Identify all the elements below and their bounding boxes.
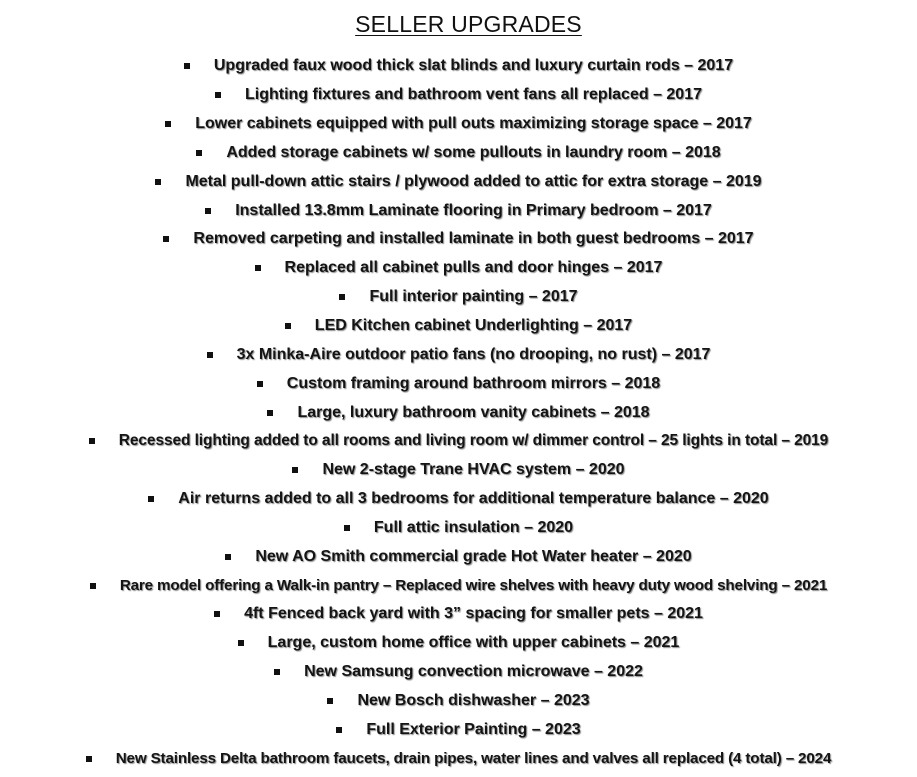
list-item: [0, 398, 917, 427]
square-bullet-icon: [205, 208, 211, 214]
square-bullet-icon: [215, 92, 221, 98]
square-bullet-icon: [148, 496, 154, 502]
square-bullet-icon: [214, 611, 220, 617]
square-bullet-icon: [90, 583, 96, 589]
square-bullet-icon: [165, 121, 171, 127]
list-item: [0, 369, 917, 398]
list-item-text: Custom framing around bathroom mirrors – 2018: [286, 374, 661, 392]
list-item-text: LED Kitchen cabinet Underlighting – 2017: [314, 317, 633, 335]
list-item: [0, 110, 917, 139]
list-item-text: Rare model offering a Walk-in pantry – Replaced wire shelves with heavy duty wood shelving – 2021: [119, 577, 828, 595]
square-bullet-icon: [89, 438, 95, 444]
square-bullet-icon: [196, 150, 202, 156]
square-bullet-icon: [163, 236, 169, 242]
page-title: SELLER UPGRADES: [355, 11, 582, 37]
upgrades-list: [0, 52, 917, 773]
square-bullet-icon: [339, 294, 345, 300]
list-item-text: New Bosch dishwasher – 2023: [357, 691, 590, 709]
list-item: [0, 542, 917, 571]
list-item-text: Large, luxury bathroom vanity cabinets – 2018: [297, 403, 650, 421]
list-item-text: Lower cabinets equipped with pull outs maximizing storage space – 2017: [195, 115, 752, 133]
list-item: [0, 427, 917, 456]
list-item-text: New Stainless Delta bathroom faucets, drain pipes, water lines and valves all replaced (4 total) – 2024: [115, 750, 832, 768]
list-item-text: Lighting fixtures and bathroom vent fans all replaced – 2017: [245, 86, 702, 104]
list-item: [0, 744, 917, 773]
square-bullet-icon: [225, 554, 231, 560]
list-item: [0, 52, 917, 81]
square-bullet-icon: [184, 63, 190, 69]
square-bullet-icon: [255, 265, 261, 271]
square-bullet-icon: [267, 410, 273, 416]
list-item-text: Full attic insulation – 2020: [373, 518, 574, 536]
list-item: [0, 514, 917, 543]
list-item: [0, 456, 917, 485]
list-item: [0, 167, 917, 196]
list-item: [0, 81, 917, 110]
list-item-text: Full Exterior Painting – 2023: [366, 720, 581, 738]
list-item-text: 3x Minka-Aire outdoor patio fans (no drooping, no rust) – 2017: [236, 345, 711, 363]
list-item: [0, 629, 917, 658]
square-bullet-icon: [274, 669, 280, 675]
list-item-text: New 2-stage Trane HVAC system – 2020: [322, 461, 625, 479]
list-item: [0, 340, 917, 369]
square-bullet-icon: [155, 179, 161, 185]
list-item-text: Added storage cabinets w/ some pullouts in laundry room – 2018: [226, 143, 721, 161]
square-bullet-icon: [327, 698, 333, 704]
list-item: [0, 687, 917, 716]
list-item-text: New Samsung convection microwave – 2022: [304, 663, 643, 681]
list-item-text: Upgraded faux wood thick slat blinds and luxury curtain rods – 2017: [213, 57, 734, 75]
square-bullet-icon: [344, 525, 350, 531]
list-item: [0, 225, 917, 254]
list-item: [0, 600, 917, 629]
list-item: [0, 658, 917, 687]
list-item-text: Air returns added to all 3 bedrooms for additional temperature balance – 2020: [178, 490, 769, 508]
list-item-text: New AO Smith commercial grade Hot Water heater – 2020: [255, 547, 692, 565]
list-item-text: Large, custom home office with upper cabinets – 2021: [267, 634, 680, 652]
list-item-text: Metal pull-down attic stairs / plywood added to attic for extra storage – 2019: [185, 172, 762, 190]
list-item-text: 4ft Fenced back yard with 3” spacing for smaller pets – 2021: [244, 605, 703, 623]
list-item-text: Replaced all cabinet pulls and door hinges – 2017: [284, 259, 663, 277]
list-item: [0, 196, 917, 225]
list-item: [0, 571, 917, 600]
list-item: [0, 312, 917, 341]
list-item-text: Installed 13.8mm Laminate flooring in Primary bedroom – 2017: [235, 201, 712, 219]
square-bullet-icon: [207, 352, 213, 358]
list-item: [0, 254, 917, 283]
list-item: [0, 485, 917, 514]
square-bullet-icon: [292, 467, 298, 473]
square-bullet-icon: [86, 756, 92, 762]
square-bullet-icon: [336, 727, 342, 733]
square-bullet-icon: [257, 381, 263, 387]
list-item-text: Recessed lighting added to all rooms and living room w/ dimmer control – 25 lights in total – 2019: [118, 432, 829, 450]
square-bullet-icon: [238, 640, 244, 646]
square-bullet-icon: [285, 323, 291, 329]
list-item-text: Full interior painting – 2017: [369, 288, 578, 306]
list-item: [0, 715, 917, 744]
list-item: [0, 139, 917, 168]
list-item-text: Removed carpeting and installed laminate in both guest bedrooms – 2017: [193, 230, 754, 248]
list-item: [0, 283, 917, 312]
